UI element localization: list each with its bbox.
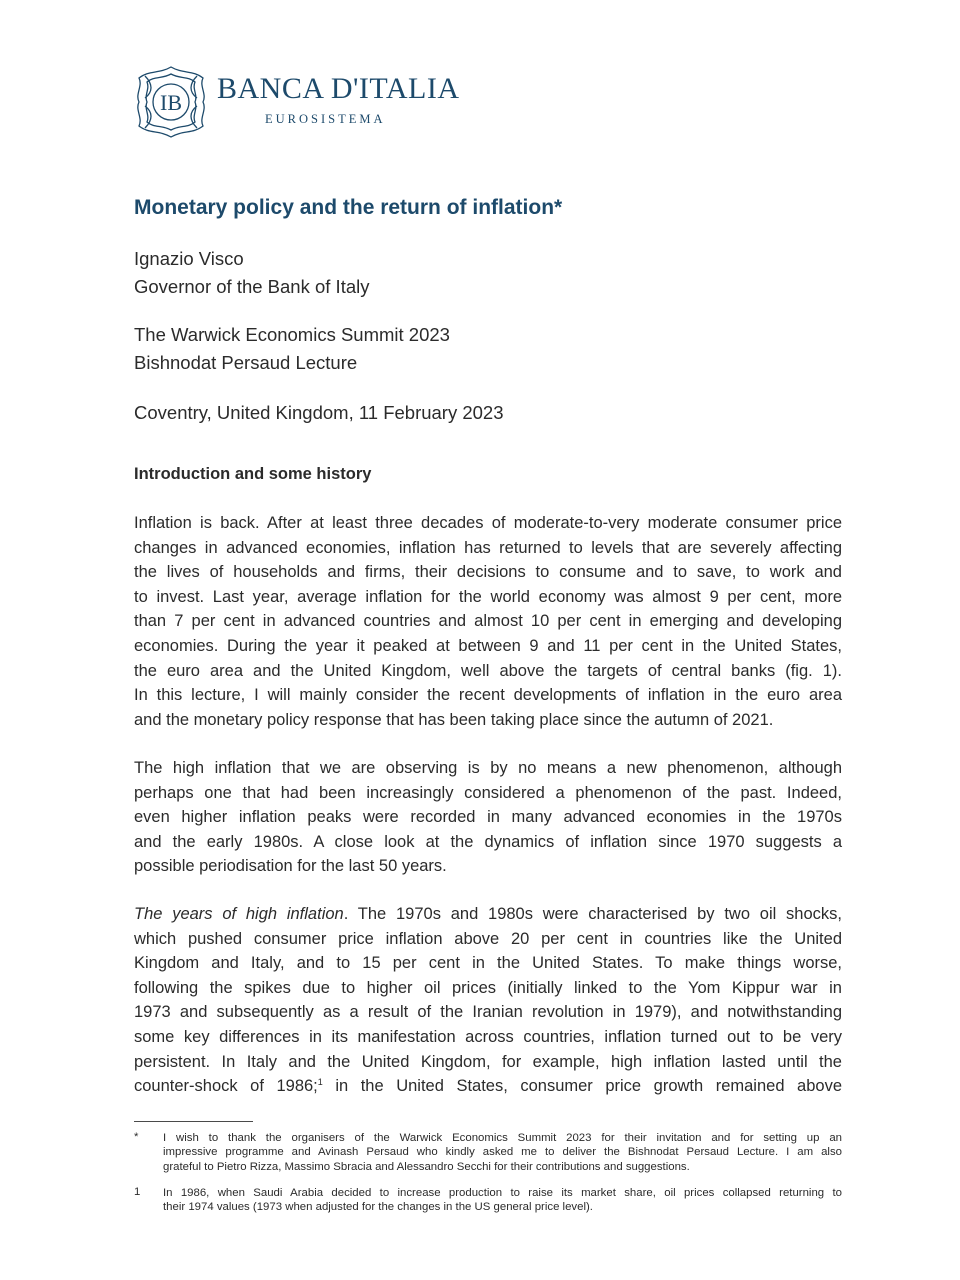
place-date: Coventry, United Kingdom, 11 February 2023 (134, 402, 504, 423)
paragraph-3 (134, 902, 842, 1099)
footnote-line: their 1974 values (1973 when adjusted for the changes in the US general price level). (163, 1201, 593, 1214)
paragraph-line: Kingdom and Italy, and to 15 per cent in the United States. To make things worse, (134, 954, 842, 973)
paragraph-line: and the monetary policy response that has been taking place since the autumn of 2021. (134, 710, 774, 729)
event-name: The Warwick Economics Summit 2023 (134, 324, 450, 345)
line-text: in the United States, consumer price growth remained above (322, 1077, 842, 1096)
section-heading: Introduction and some history (134, 465, 372, 483)
line-rest: . The 1970s and 1980s were characterised by two oil shocks, (343, 905, 842, 923)
logo-monogram: IB (160, 90, 182, 115)
paragraph-line: economies. During the year it peaked at between 9 and 11 per cent in the United States, (134, 636, 842, 655)
paragraph-line: 1973 and subsequently as a result of the Iranian revolution in 1979), and notwithstanding (134, 1003, 842, 1022)
logo-name: BANCA D'ITALIA (217, 72, 460, 105)
logo-subtitle: EUROSISTEMA (265, 112, 386, 126)
paragraph-2 (134, 756, 842, 879)
paragraph-line: changes in advanced economies, inflation has returned to levels that are severely affecting (134, 538, 842, 557)
paragraph-line: and the early 1980s. A close look at the dynamics of inflation since 1970 suggests a (134, 832, 842, 851)
footnote-line: impressive programme and Avinash Persaud who kindly asked me to deliver the Bishnodat Persaud Lecture. I am also (163, 1146, 842, 1159)
paragraph-line: following the spikes due to higher oil prices (initially linked to the Yom Kippur war in (134, 978, 842, 997)
paragraph-line: the euro area and the United Kingdom, well above the targets of central banks (fig. 1). (134, 661, 842, 680)
paragraph-line: Inflation is back. After at least three decades of moderate-to-very moderate consumer price (134, 514, 842, 532)
paragraph-line: The high inflation that we are observing is by no means a new phenomenon, although (134, 759, 842, 777)
paragraph-line: perhaps one that had been increasingly considered a phenomenon of the past. Indeed, (134, 783, 842, 802)
paragraph-line: than 7 per cent in advanced countries and almost 10 per cent in emerging and developing (134, 612, 842, 631)
paragraph-line: even higher inflation peaks were recorded in many advanced economies in the 1970s (134, 808, 842, 827)
footnote-mark: * (134, 1131, 139, 1143)
paragraph-line: In this lecture, I will mainly consider the recent developments of inflation in the euro area (134, 686, 842, 705)
paragraph-line (134, 902, 842, 927)
lecture-name: Bishnodat Persaud Lecture (134, 352, 358, 373)
paragraph-line: persistent. In Italy and the United Kingdom, for example, high inflation lasted until the (134, 1052, 842, 1071)
paragraph-line: to invest. Last year, average inflation for the world economy was almost 9 per cent, more (134, 587, 842, 606)
italic-lead: The years of high inflation (134, 905, 344, 923)
footnote-ref-1[interactable]: 1 (317, 1077, 323, 1088)
bank-logo (133, 64, 473, 140)
banca-italia-emblem-icon (133, 64, 209, 140)
author-name: Ignazio Visco (134, 248, 244, 269)
document-title: Monetary policy and the return of inflation* (134, 196, 563, 219)
paragraph-1 (134, 511, 842, 732)
author-position: Governor of the Bank of Italy (134, 276, 370, 297)
paragraph-line: the lives of households and firms, their decisions to consume and to save, to work and (134, 563, 842, 582)
footnote-line: grateful to Pietro Rizza, Massimo Sbracia and Alessandro Secchi for their contributions and suggestions. (163, 1160, 690, 1173)
line-text: counter-shock of 1986; (134, 1077, 318, 1096)
paragraph-line: which pushed consumer price inflation above 20 per cent in countries like the United (134, 929, 842, 948)
footnote-line: I wish to thank the organisers of the Warwick Economics Summit 2023 for their invitation and for setting up an (163, 1132, 842, 1144)
footnote-line: In 1986, when Saudi Arabia decided to increase production to raise its market share, oil prices collapsed returning to (163, 1187, 842, 1199)
paragraph-line: possible periodisation for the last 50 years. (134, 857, 447, 876)
footnote-mark: 1 (134, 1186, 141, 1198)
paragraph-line (134, 1074, 842, 1099)
footnote-divider (134, 1121, 253, 1122)
paragraph-line: some key differences in its manifestation across countries, inflation turned out to be very (134, 1027, 842, 1046)
